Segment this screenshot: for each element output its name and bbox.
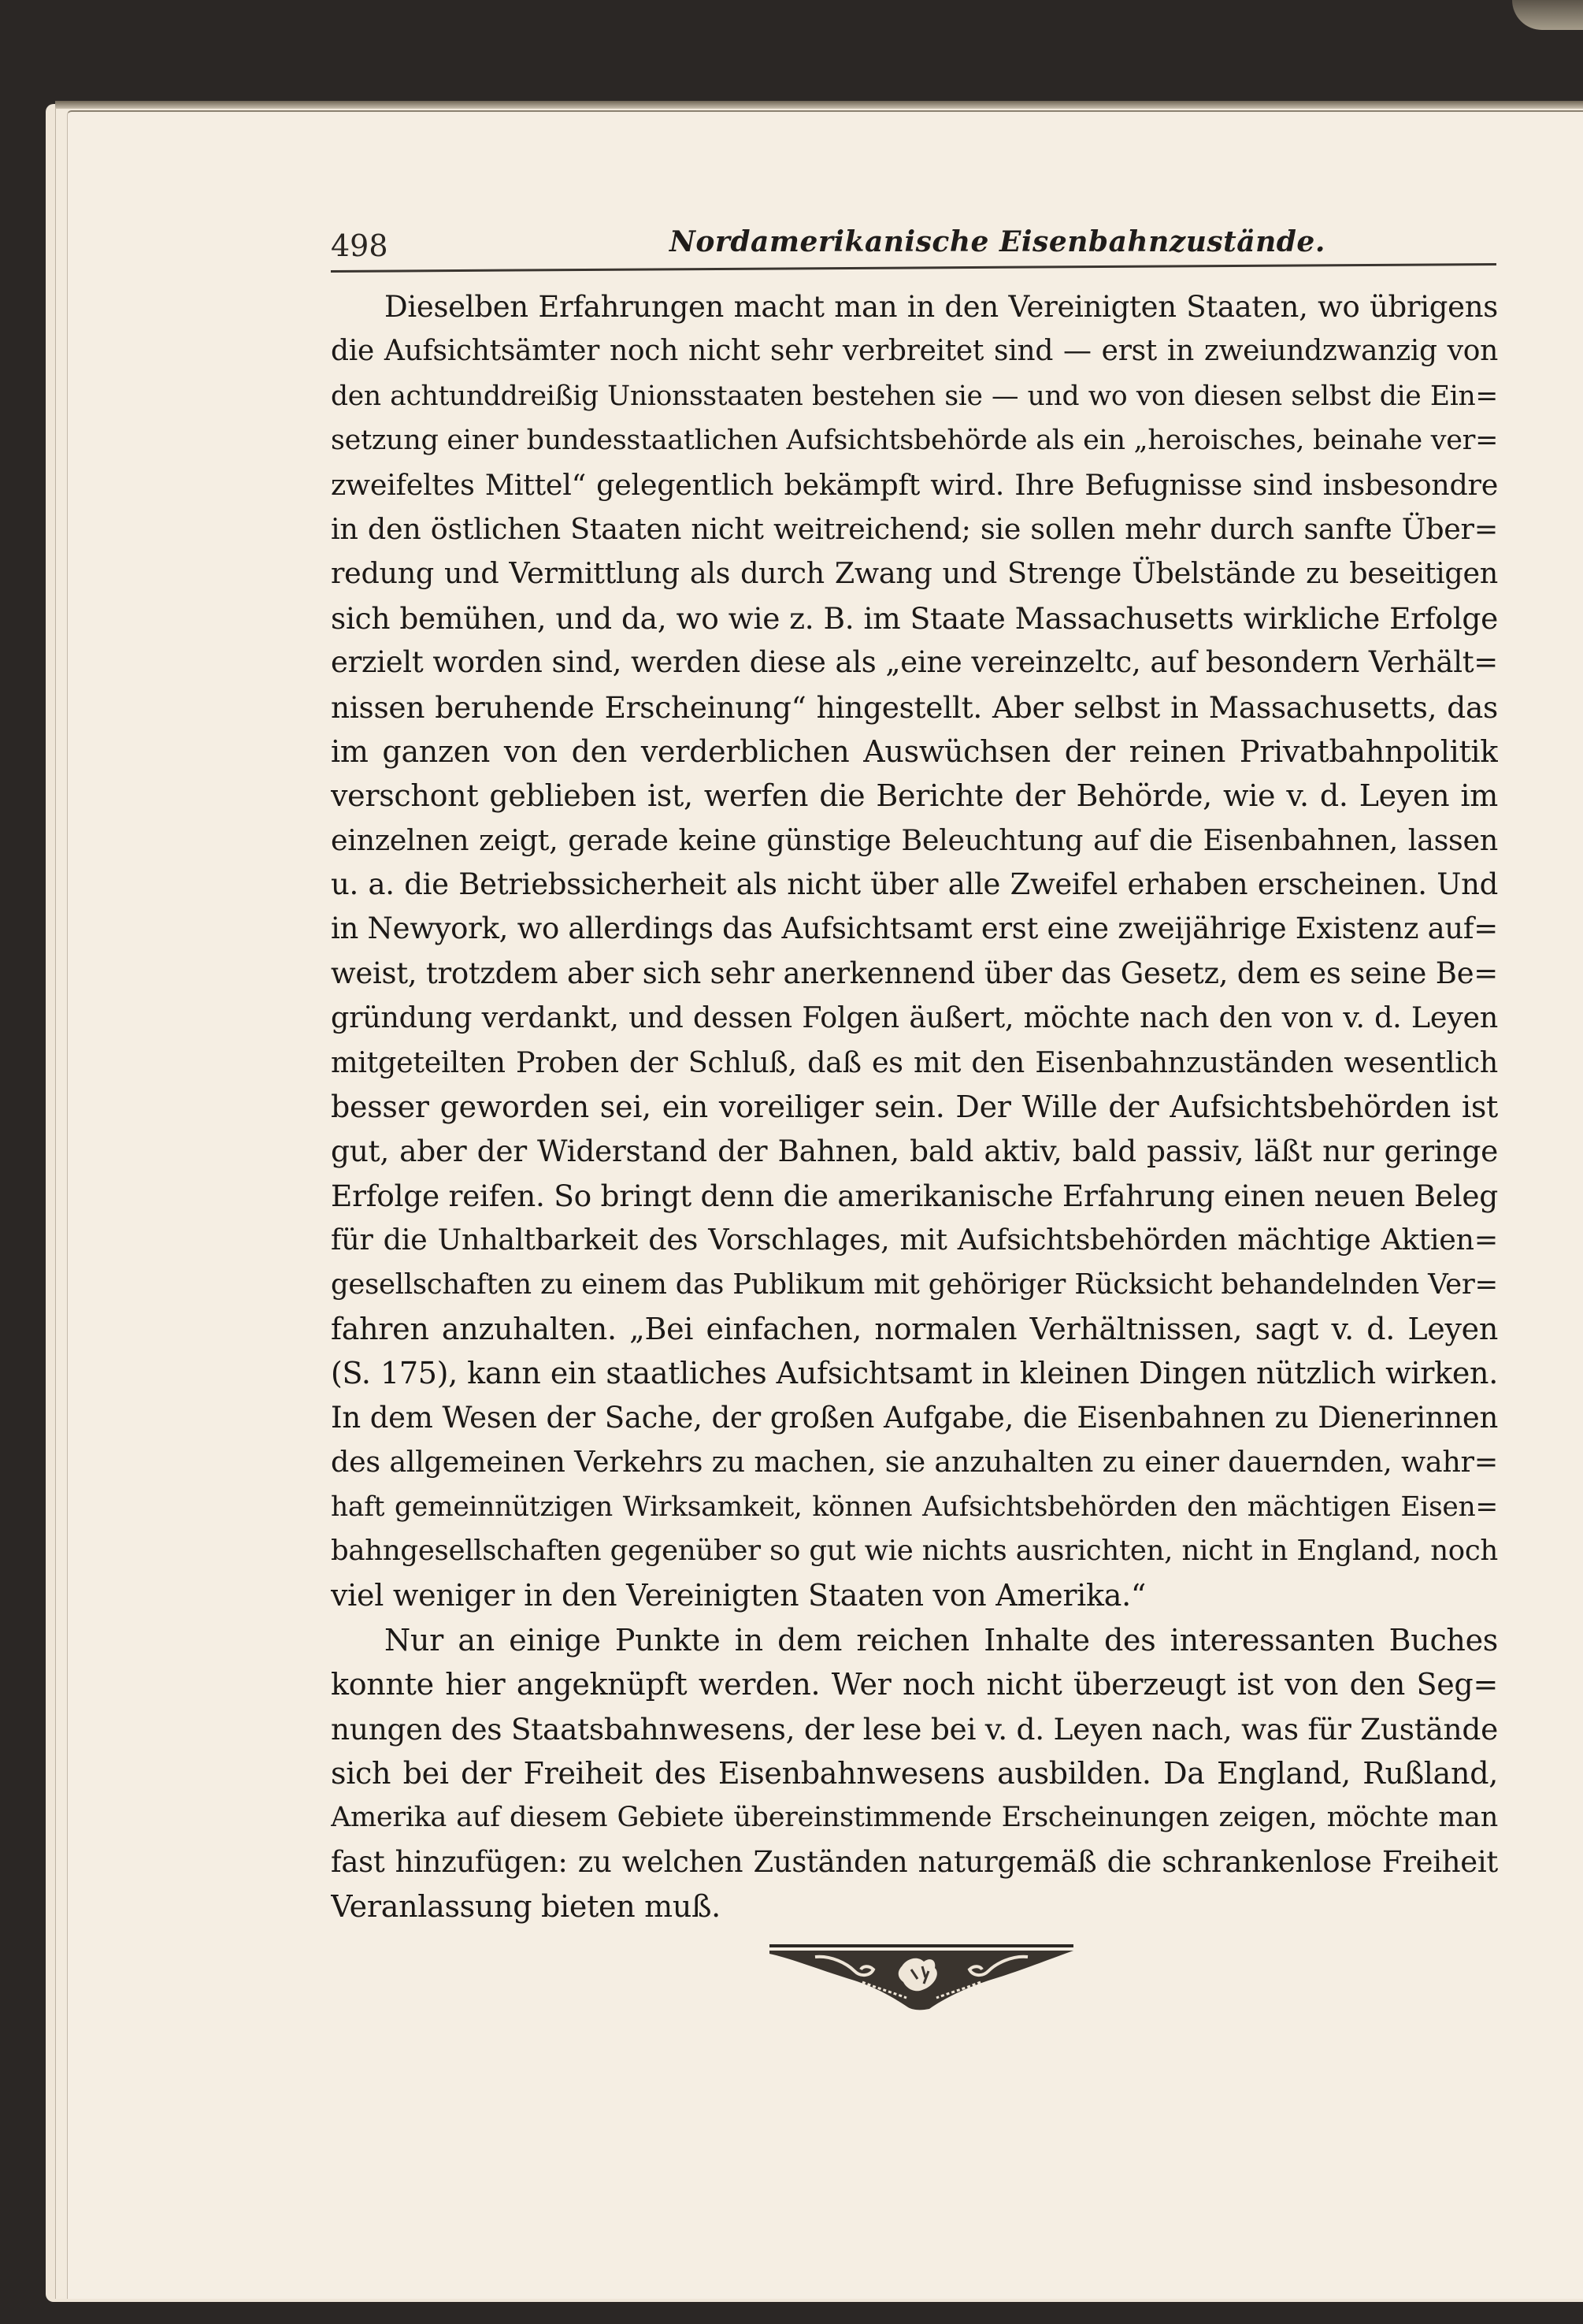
text-line: sich bei der Freiheit des Eisenbahnwesens ausbilden. Da England, Rußland, (331, 1755, 1498, 1791)
text-line: nissen beruhende Erscheinung“ hingestellt. Aber selbst in Massachusetts, das (331, 689, 1498, 725)
page-number: 498 (331, 228, 388, 263)
text-line: mitgeteilten Proben der Schluß, daß es mit den Eisenbahnzuständen wesentlich (331, 1045, 1498, 1079)
text-line: redung und Vermittlung als durch Zwang und Strenge Übelstände zu beseitigen (331, 556, 1498, 591)
text-line: nungen des Staatsbahnwesens, der lese bei v. d. Leyen nach, was für Zustände (331, 1711, 1498, 1747)
text-line: u. a. die Betriebssicherheit als nicht über alle Zweifel erhaben erscheinen. Und (331, 867, 1498, 902)
text-line: die Aufsichtsämter noch nicht sehr verbreitet sind — erst in zweiundzwanzig von (331, 335, 1498, 368)
text-line: Nur an einige Punkte in dem reichen Inhalte des interessanten Buches (384, 1622, 1498, 1658)
text-line: sich bemühen, und da, wo wie z. B. im Staate Massachusetts wirkliche Erfolge (331, 600, 1498, 636)
text-line: zweifeltes Mittel“ gelegentlich bekämpft wird. Ihre Befugnisse sind insbesondre (331, 467, 1498, 502)
text-line: Dieselben Erfahrungen macht man in den Vereinigten Staaten, wo übrigens (384, 290, 1498, 324)
text-line: des allgemeinen Verkehrs zu machen, sie anzuhalten zu einer dauernden, wahr= (331, 1445, 1498, 1479)
text-line: (S. 175), kann ein staatliches Aufsichtsamt in kleinen Dingen nützlich wirken. (331, 1356, 1498, 1391)
text-line: einzelnen zeigt, gerade keine günstige Beleuchtung auf die Eisenbahnen, lassen (331, 822, 1498, 857)
tailpiece-ornament-icon (768, 1943, 1075, 2010)
text-line: in den östlichen Staaten nicht weitreichend; sie sollen mehr durch sanfte Über= (331, 511, 1498, 546)
text-line: Amerika auf diesem Gebiete übereinstimmende Erscheinungen zeigen, möchte man (331, 1802, 1498, 1834)
text-line: In dem Wesen der Sache, der großen Aufgabe, die Eisenbahnen zu Dienerinnen (331, 1400, 1498, 1435)
text-line: bahngesellschaften gegenüber so gut wie nichts ausrichten, nicht in England, noch (331, 1534, 1498, 1567)
paragraph-1 (331, 285, 1498, 1618)
text-line: setzung einer bundesstaatlichen Aufsichtsbehörde als ein „heroisches, beinahe ver= (331, 425, 1498, 457)
text-line: gründung verdankt, und dessen Folgen äußert, möchte nach den von v. d. Leyen (331, 1001, 1498, 1035)
running-head (331, 222, 1496, 269)
text-line: Veranlassung bieten muß. (331, 1889, 721, 1925)
text-line: Erfolge reifen. So bringt denn die amerikanische Erfahrung einen neuen Beleg (331, 1178, 1498, 1213)
body-text (331, 285, 1498, 1929)
text-line: besser geworden sei, ein voreiliger sein. Der Wille der Aufsichtsbehörden ist (331, 1090, 1498, 1125)
text-line: erzielt worden sind, werden diese als „eine vereinzeltc, auf besondern Verhält= (331, 645, 1498, 680)
text-line: haft gemeinnützigen Wirksamkeit, können Aufsichtsbehörden den mächtigen Eisen= (331, 1491, 1498, 1523)
text-line: weist, trotzdem aber sich sehr anerkennend über das Gesetz, dem es seine Be= (331, 956, 1498, 990)
paragraph-2 (331, 1618, 1498, 1929)
text-line: gesellschaften zu einem das Publikum mit gehöriger Rücksicht behandelnden Ver= (331, 1268, 1498, 1301)
ornament-top-rule (769, 1944, 1073, 1947)
text-line: fahren anzuhalten. „Bei einfachen, normalen Verhältnissen, sagt v. d. Leyen (331, 1311, 1498, 1346)
text-line: gut, aber der Widerstand der Bahnen, bald aktiv, bald passiv, läßt nur geringe (331, 1134, 1498, 1169)
running-title: Nordamerikanische Eisenbahnzustände. (669, 225, 1325, 258)
text-line: viel weniger in den Vereinigten Staaten von Amerika.“ (331, 1578, 1147, 1613)
text-line: fast hinzufügen: zu welchen Zuständen naturgemäß die schrankenlose Freiheit (331, 1844, 1498, 1879)
text-line: im ganzen von den verderblichen Auswüchsen der reinen Privatbahnpolitik (331, 733, 1498, 769)
text-line: in Newyork, wo allerdings das Aufsichtsamt erst eine zweijährige Existenz auf= (331, 911, 1498, 946)
page-top-edge (55, 101, 1583, 109)
text-line: den achtunddreißig Unionsstaaten bestehen sie — und wo von diesen selbst die Ein= (331, 380, 1498, 412)
text-line: verschont geblieben ist, werfen die Berichte der Behörde, wie v. d. Leyen im (331, 778, 1498, 814)
text-line: konnte hier angeknüpft werden. Wer noch nicht überzeugt ist von den Seg= (331, 1667, 1498, 1702)
text-line: für die Unhaltbarkeit des Vorschlages, mit Aufsichtsbehörden mächtige Aktien= (331, 1223, 1498, 1257)
